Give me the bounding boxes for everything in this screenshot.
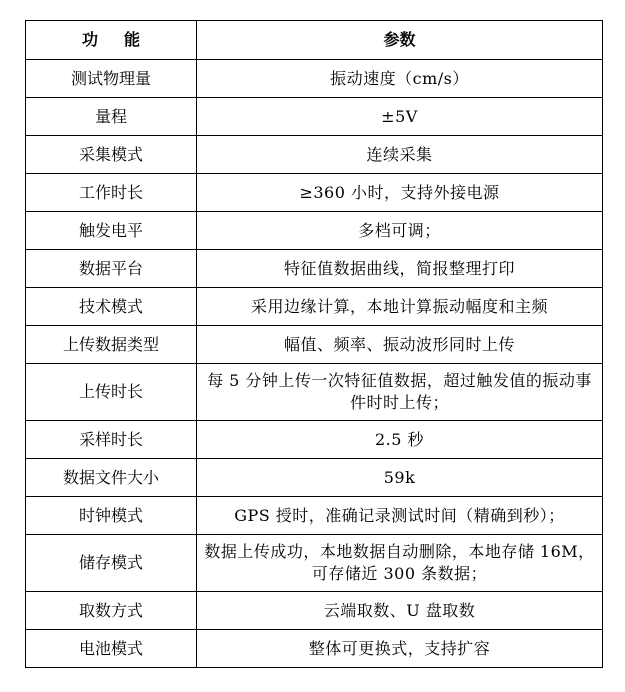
header-params: 参数 (197, 21, 603, 60)
table-row (26, 459, 603, 497)
row-value: 特征值数据曲线，简报整理打印 (197, 250, 603, 288)
row-label: 电池模式 (26, 630, 197, 668)
row-value: 多档可调； (197, 212, 603, 250)
table-row (26, 421, 603, 459)
row-value: 数据上传成功，本地数据自动删除，本地存储 16M，可存储近 300 条数据； (197, 535, 603, 592)
row-value: GPS 授时，准确记录测试时间（精确到秒）； (197, 497, 603, 535)
row-label: 数据平台 (26, 250, 197, 288)
row-label: 储存模式 (26, 535, 197, 592)
row-value: 采用边缘计算，本地计算振动幅度和主频 (197, 288, 603, 326)
table-row (26, 136, 603, 174)
spec-table (25, 20, 603, 668)
row-label: 上传数据类型 (26, 326, 197, 364)
table-row (26, 212, 603, 250)
row-label: 量程 (26, 98, 197, 136)
row-value: 2.5 秒 (197, 421, 603, 459)
table-row (26, 535, 603, 592)
table-row (26, 174, 603, 212)
table-row (26, 250, 603, 288)
table-row (26, 497, 603, 535)
row-label: 触发电平 (26, 212, 197, 250)
row-value: 每 5 分钟上传一次特征值数据，超过触发值的振动事件时时上传； (197, 364, 603, 421)
row-label: 测试物理量 (26, 60, 197, 98)
row-value: ≥360 小时，支持外接电源 (197, 174, 603, 212)
row-label: 工作时长 (26, 174, 197, 212)
table-row (26, 98, 603, 136)
row-label: 技术模式 (26, 288, 197, 326)
row-label: 数据文件大小 (26, 459, 197, 497)
row-label: 采集模式 (26, 136, 197, 174)
row-label: 时钟模式 (26, 497, 197, 535)
row-value: 59k (197, 459, 603, 497)
row-label: 上传时长 (26, 364, 197, 421)
row-value: ±5V (197, 98, 603, 136)
row-label: 采样时长 (26, 421, 197, 459)
table-row (26, 60, 603, 98)
row-value: 云端取数、U 盘取数 (197, 592, 603, 630)
row-value: 连续采集 (197, 136, 603, 174)
row-label: 取数方式 (26, 592, 197, 630)
row-value: 幅值、频率、振动波形同时上传 (197, 326, 603, 364)
table-row (26, 630, 603, 668)
table-row (26, 364, 603, 421)
table-row (26, 326, 603, 364)
row-value: 振动速度（cm/s） (197, 60, 603, 98)
table-header-row (26, 21, 603, 60)
header-function: 功能 (26, 21, 197, 60)
row-value: 整体可更换式，支持扩容 (197, 630, 603, 668)
table-row (26, 592, 603, 630)
table-row (26, 288, 603, 326)
